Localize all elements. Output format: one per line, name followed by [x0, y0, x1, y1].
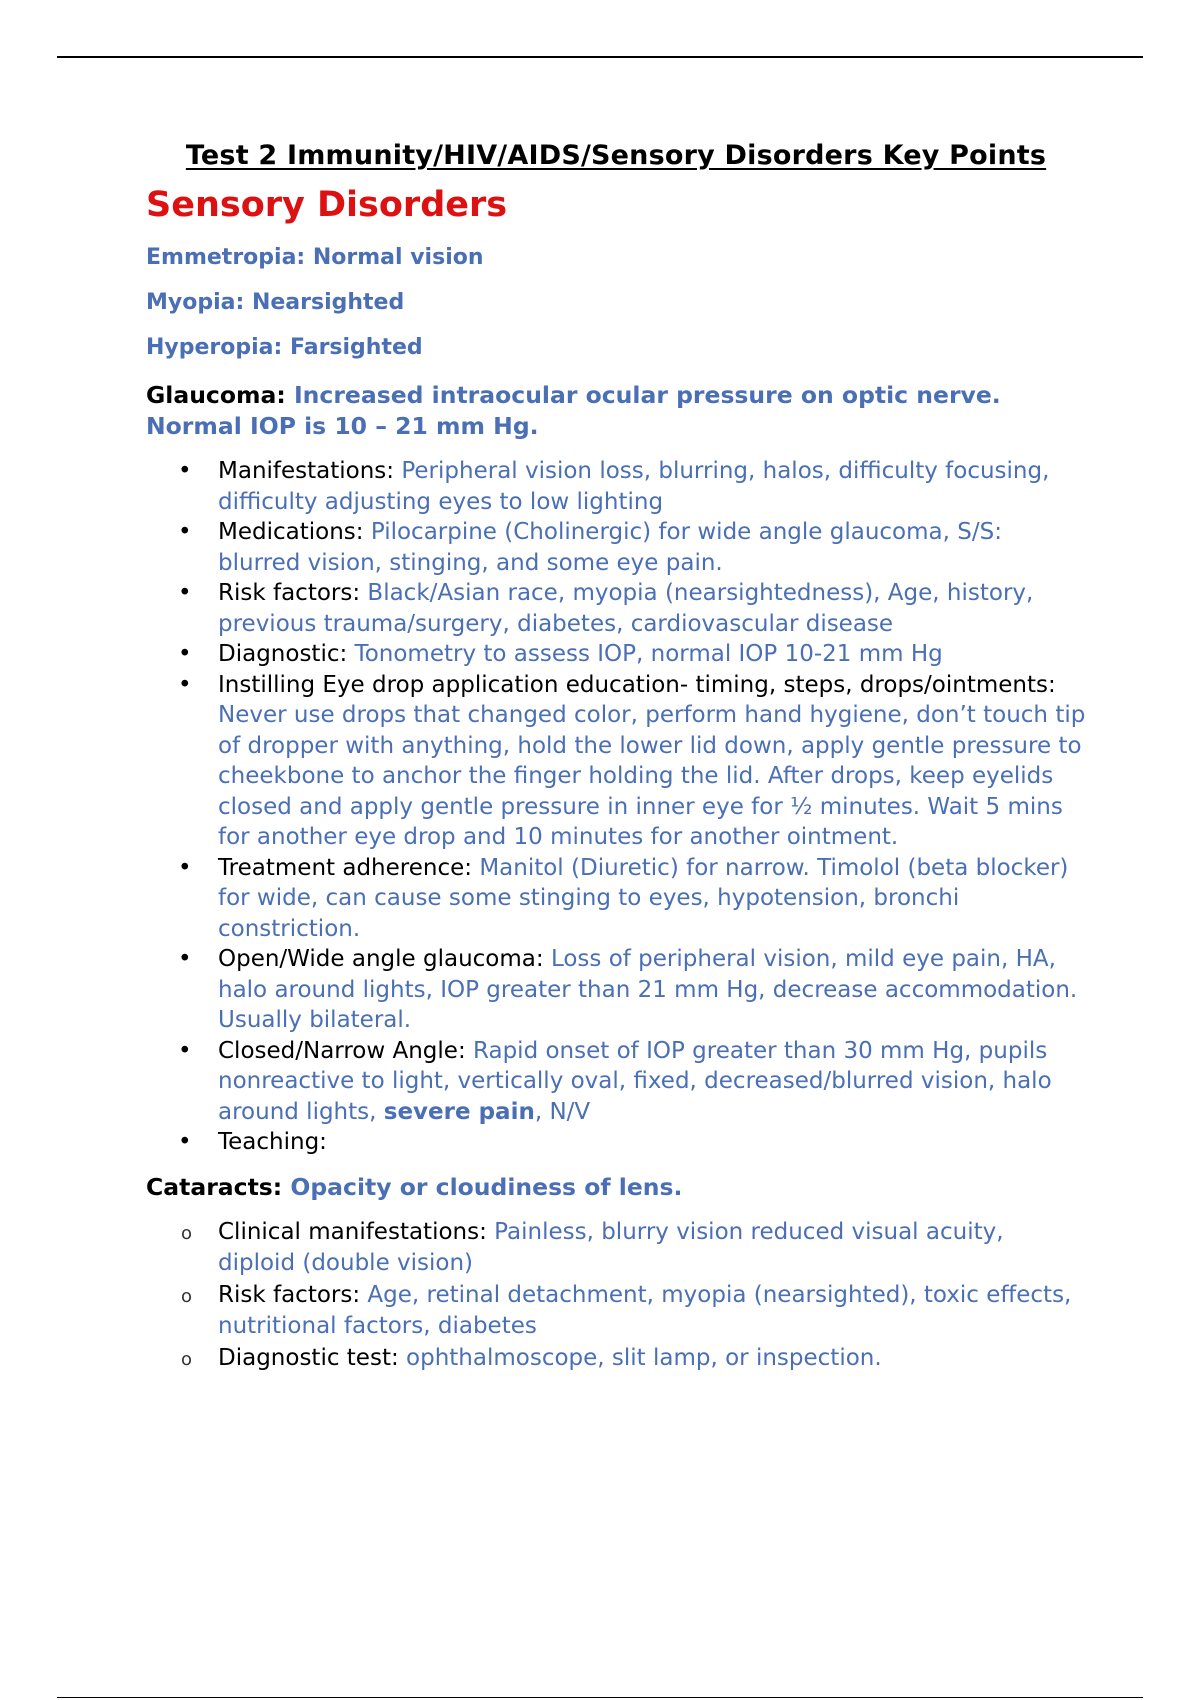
list-item: [146, 1217, 1086, 1280]
bullet-icon: •: [178, 458, 192, 484]
list-item: [146, 517, 1086, 578]
circle-bullet-icon: o: [181, 1348, 193, 1370]
document-body: [146, 140, 1086, 1374]
definition-emmetropia: Emmetropia: Normal vision: [146, 245, 484, 270]
bullet-icon: •: [178, 1129, 192, 1155]
cataracts-list: [146, 1217, 1086, 1375]
bullet-icon: •: [178, 1037, 192, 1064]
circle-bullet-icon: o: [181, 1285, 193, 1307]
item-text: Painless, blurry vision reduced visual acuity, diploid (double vision): [218, 1218, 1004, 1276]
list-item: [146, 1036, 1086, 1128]
item-text: ophthalmoscope, slit lamp, or inspection.: [406, 1344, 882, 1371]
list-item: [146, 670, 1086, 853]
list-item: [146, 639, 1086, 670]
item-label: Risk factors:: [218, 1281, 368, 1308]
item-label: Teaching:: [218, 1129, 327, 1155]
bullet-icon: •: [178, 580, 192, 606]
list-item: [146, 1280, 1086, 1343]
list-item: [146, 1127, 1086, 1158]
list-item: [146, 853, 1086, 945]
item-label: Treatment adherence:: [218, 854, 480, 881]
list-item: [146, 1343, 1086, 1375]
glaucoma-description: Increased intraocular ocular pressure on optic nerve. Normal IOP is 10 – 21 mm Hg.: [146, 381, 1001, 440]
bullet-icon: •: [178, 519, 192, 545]
cataracts-label: Cataracts:: [146, 1172, 291, 1201]
item-tail: , N/V: [534, 1098, 591, 1125]
glaucoma-label: Glaucoma:: [146, 381, 294, 409]
definition-hyperopia: Hyperopia: Farsighted: [146, 335, 423, 360]
definition-myopia: Myopia: Nearsighted: [146, 290, 405, 315]
section-title: Sensory Disorders: [146, 185, 508, 225]
bullet-icon: •: [178, 671, 192, 698]
glaucoma-list: [146, 456, 1086, 1158]
item-text: Age, retinal detachment, myopia (nearsighted), toxic effects, nutritional factors, diabetes: [218, 1281, 1072, 1339]
item-label: Manifestations:: [218, 458, 402, 484]
list-item: [146, 578, 1086, 639]
bullet-icon: •: [178, 641, 192, 667]
item-label: Open/Wide angle glaucoma:: [218, 946, 551, 972]
item-text: Never use drops that changed color, perform hand hygiene, don’t touch tip of dropper with anything, hold the lower lid down, apply gentle pressure to cheekbone to anchor the finger holding the lid. After drops, keep eyelids closed and apply gentle pressure in inner eye for ½ minutes. Wait 5 mins for another eye drop and 10 minutes for another ointment.: [218, 702, 1086, 850]
item-label: Closed/Narrow Angle:: [218, 1037, 474, 1064]
item-label: Risk factors:: [218, 580, 368, 606]
item-label: Instilling Eye drop application education- timing, steps, drops/ointments:: [218, 671, 1056, 698]
item-text: Rapid onset of IOP greater than 30 mm Hg, pupils nonreactive to light, vertically oval, fixed, decreased/blurred vision, halo around lights,: [218, 1037, 1052, 1125]
item-label: Diagnostic:: [218, 641, 355, 667]
cataracts-description: Opacity or cloudiness of lens.: [290, 1172, 683, 1201]
cataracts-heading: [146, 1172, 1086, 1203]
item-label: Diagnostic test:: [218, 1344, 407, 1371]
item-text: Pilocarpine (Cholinergic) for wide angle glaucoma, S/S: blurred vision, stinging, and some eye pain.: [218, 519, 1002, 576]
item-text: Manitol (Diuretic) for narrow. Timolol (beta blocker) for wide, can cause some stinging to eyes, hypotension, bronchi constriction.: [218, 854, 1069, 942]
bullet-icon: •: [178, 854, 192, 881]
item-emphasis: severe pain: [383, 1098, 535, 1125]
item-text: Peripheral vision loss, blurring, halos, difficulty focusing, difficulty adjusting eyes to low lighting: [218, 458, 1050, 515]
item-text: Tonometry to assess IOP, normal IOP 10-21 mm Hg: [354, 641, 943, 667]
circle-bullet-icon: o: [181, 1222, 193, 1244]
item-label: Medications:: [218, 519, 371, 545]
bottom-rule: [57, 1697, 1143, 1698]
list-item: [146, 944, 1086, 1036]
glaucoma-heading: [146, 380, 1086, 442]
list-item: [146, 456, 1086, 517]
item-label: Clinical manifestations:: [218, 1218, 495, 1245]
document-title: Test 2 Immunity/HIV/AIDS/Sensory Disorders Key Points: [185, 140, 1047, 171]
bullet-icon: •: [178, 946, 192, 972]
top-rule: [57, 56, 1143, 58]
item-text: Black/Asian race, myopia (nearsightedness), Age, history, previous trauma/surgery, diabetes, cardiovascular disease: [218, 580, 1034, 637]
item-text: Loss of peripheral vision, mild eye pain, HA, halo around lights, IOP greater than 21 mm Hg, decrease accommodation. Usually bilateral.: [218, 946, 1078, 1033]
